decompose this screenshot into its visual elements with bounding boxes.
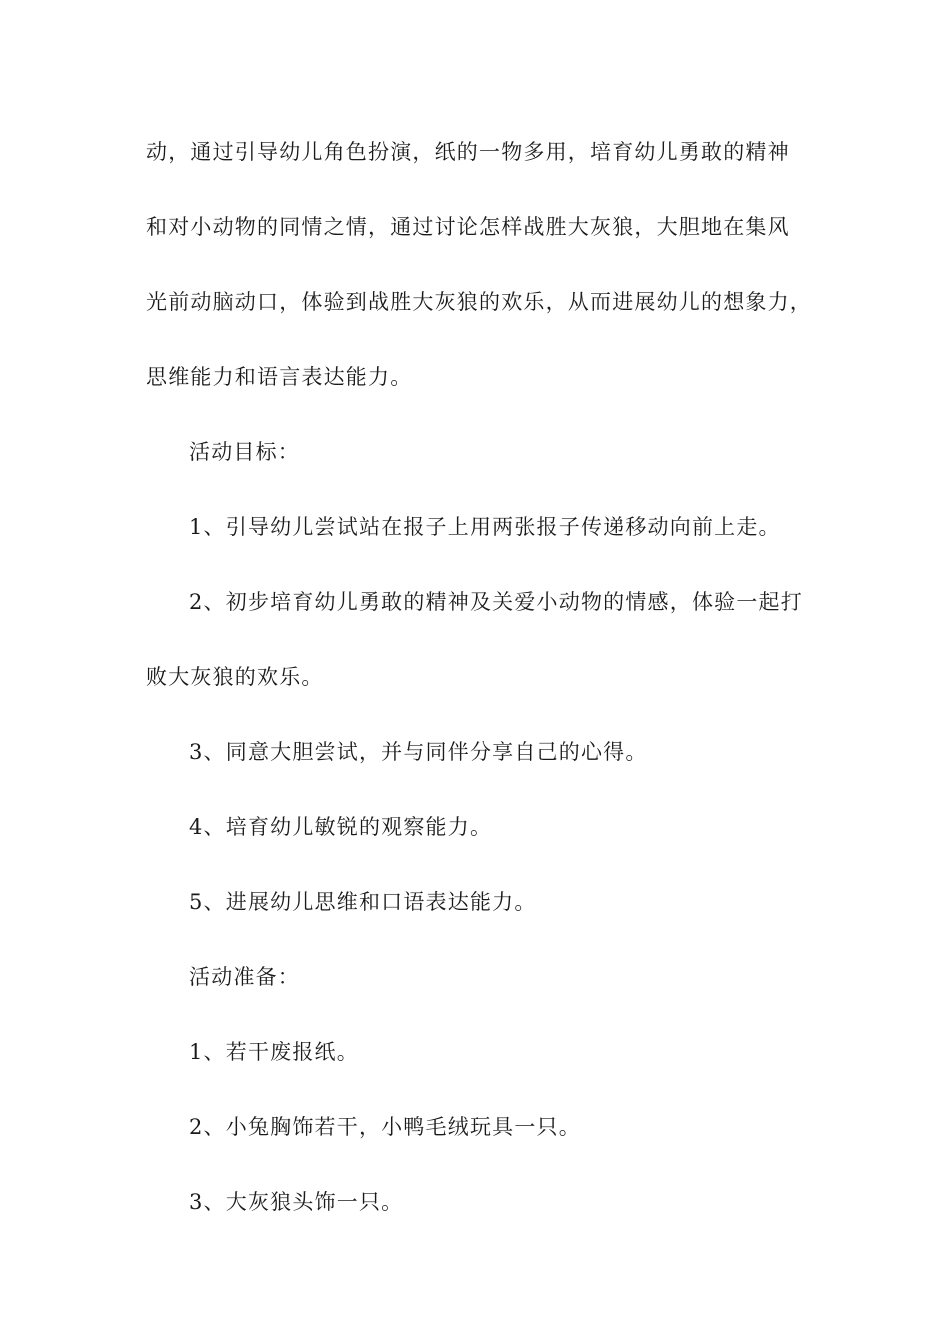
document-body [146, 128, 812, 1253]
section-heading-preparation: 活动准备： [189, 965, 300, 989]
goal-item-2: 2、初步培育幼儿勇敢的精神及关爱小动物的情感，体验一起打 [189, 590, 803, 614]
paragraph-line-1: 动，通过引导幼儿角色扮演，纸的一物多用，培育幼儿勇敢的精神 [146, 140, 790, 164]
goal-item-3: 3、同意大胆尝试，并与同伴分享自己的心得。 [189, 740, 648, 764]
paragraph-line-4: 思维能力和语言表达能力。 [146, 365, 413, 389]
paragraph-line-2: 和对小动物的同情之情，通过讨论怎样战胜大灰狼，大胆地在集风 [146, 215, 790, 239]
paragraph-line-3: 光前动脑动口，体验到战胜大灰狼的欢乐，从而进展幼儿的想象力， [146, 290, 812, 314]
goal-item-5: 5、进展幼儿思维和口语表达能力。 [189, 890, 537, 914]
goal-item-1: 1、引导幼儿尝试站在报子上用两张报子传递移动向前上走。 [189, 515, 781, 539]
goal-item-4: 4、培育幼儿敏锐的观察能力。 [189, 815, 493, 839]
preparation-item-2: 2、小兔胸饰若干，小鸭毛绒玩具一只。 [189, 1115, 581, 1139]
section-heading-goals: 活动目标： [189, 440, 300, 464]
preparation-item-3: 3、大灰狼头饰一只。 [189, 1190, 404, 1214]
goal-item-2-continued: 败大灰狼的欢乐。 [146, 665, 324, 689]
preparation-item-1: 1、若干废报纸。 [189, 1040, 359, 1064]
